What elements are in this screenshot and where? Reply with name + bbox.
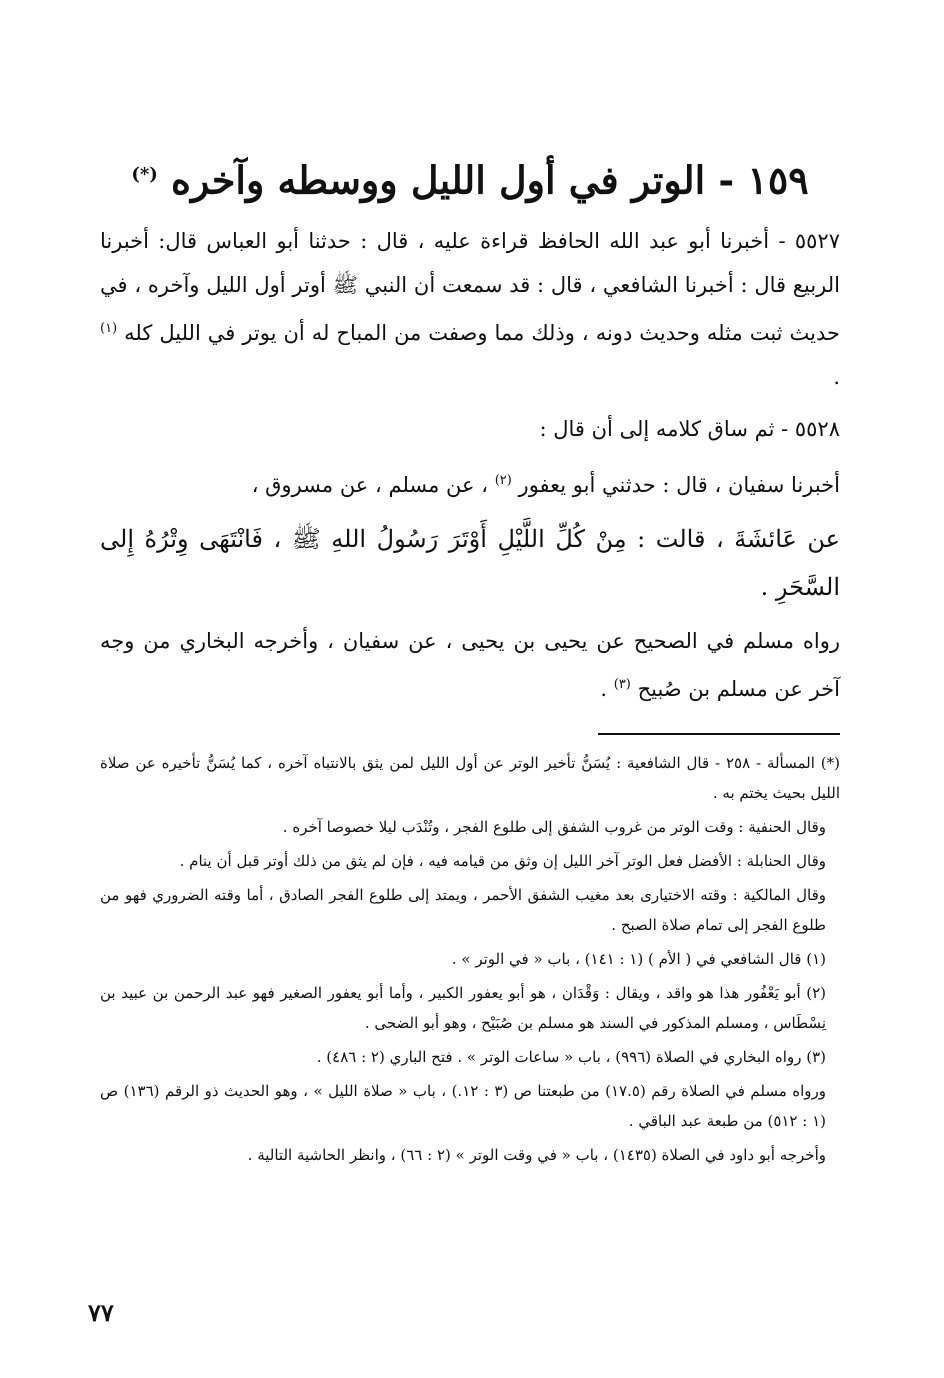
footnote-star: (*) المسألة - ٢٥٨ - قال الشافعية : يُسَنُّ تأخير الوتر عن أول الليل لمن يثق بالانتباه آخره ، كما يُسَنُّ تأخيره عن صلاة الليل بحيث يختم به . xyxy=(100,754,840,802)
takhrij-end: . xyxy=(600,676,614,701)
footnote-2: (٢) أبو يَعْفُور هذا هو واقد ، ويقال : وَقْدَان ، هو أبو يعفور الكبير ، وأما أبو يعفور الصغير فهو عبد الرحمن بن عبيد بن نِسْطَاس ، ومسلم المذكور في السند هو مسلم بن صُبَيْح ، وهو أبو الضحى . xyxy=(100,984,826,1032)
chain-second: ، عن مسلم ، عن مسروق ، xyxy=(251,472,489,497)
footnote-separator xyxy=(598,733,840,735)
footnote-hanafi: وقال الحنفية : وقت الوتر من غروب الشفق إلى طلوع الفجر ، وتُنْدَب ليلا خصوصا آخره . xyxy=(282,818,826,836)
footnote-ref-2: (٢) xyxy=(494,472,512,488)
chain-first: أخبرنا سفيان ، قال : حدثني أبو يعفور xyxy=(518,472,840,497)
footnote-3-abudawud: وأخرجه أبو داود في الصلاة (١٤٣٥) ، باب « في وقت الوتر » (٢ : ٦٦) ، وانظر الحاشية التالية . xyxy=(247,1146,826,1164)
footnotes xyxy=(100,748,840,1174)
footnote-ref-1: (١) xyxy=(100,320,118,336)
hadith-5527-text: ٥٥٢٧ - أخبرنا أبو عبد الله الحافظ قراءة عليه ، قال : حدثنا أبو العباس قال: أخبرنا الربيع قال : أخبرنا الشافعي ، قال : قد سمعت أن النبي ﷺ أوتر أول الليل وآخره ، في حديث ثبت مثله وحديث دونه ، وذلك مما وصفت من المباح له أن يوتر في الليل كله xyxy=(100,228,840,345)
chapter-footnote-marker: (*) xyxy=(131,164,158,185)
footnote-1: (١) قال الشافعي في ( الأم ) (١ : ١٤١) ، باب « في الوتر » . xyxy=(451,950,826,968)
hadith-5527 xyxy=(100,219,840,399)
hadith-5528-takhrij xyxy=(100,619,840,711)
page-number: ٧٧ xyxy=(88,1298,114,1327)
hadith-5528-chain xyxy=(100,459,840,507)
footnote-3: (٣) رواه البخاري في الصلاة (٩٩٦) ، باب « ساعات الوتر » . فتح الباري (٢ : ٤٨٦) . xyxy=(316,1048,826,1066)
main-text xyxy=(100,145,840,719)
takhrij-text: رواه مسلم في الصحيح عن يحيى بن يحيى ، عن سفيان ، وأخرجه البخاري من وجه آخر عن مسلم بن صُبيح xyxy=(100,628,840,701)
footnote-ref-3: (٣) xyxy=(613,676,631,692)
footnote-3-muslim: ورواه مسلم في الصلاة رقم (١٧.٥) من طبعتنا ص (٣ : ١٢.) ، باب « صلاة الليل » ، وهو الحديث ذو الرقم (١٣٦) ص (١ : ٥١٢) من طبعة عبد الباقي . xyxy=(100,1082,826,1130)
chapter-title xyxy=(100,145,840,211)
footnote-hanbali: وقال الحنابلة : الأفضل فعل الوتر آخر الليل إن وثق من قيامه فيه ، فإن لم يثق من ذلك أوتر قبل أن ينام . xyxy=(179,852,826,870)
hadith-5528-matn: عن عَائشَةَ ، قالت : مِنْ كُلِّ اللَّيْلِ أَوْتَرَ رَسُولُ اللهِ ﷺ ، فَانْتَهَى وِتْرُهُ إِلى السَّحَرِ . xyxy=(100,524,840,601)
hadith-5527-end: . xyxy=(833,364,840,389)
footnote-maliki: وقال المالكية : وقته الاختيارى بعد مغيب الشفق الأحمر ، ويمتد إلى طلوع الفجر الصادق ، أما وقته الضروري فهو من طلوع الفجر إلى تمام صلاة الصبح . xyxy=(100,886,826,934)
hadith-5528-intro: ٥٥٢٨ - ثم ساق كلامه إلى أن قال : xyxy=(539,416,840,441)
chapter-title-text: ١٥٩ - الوتر في أول الليل ووسطه وآخره xyxy=(171,157,809,203)
